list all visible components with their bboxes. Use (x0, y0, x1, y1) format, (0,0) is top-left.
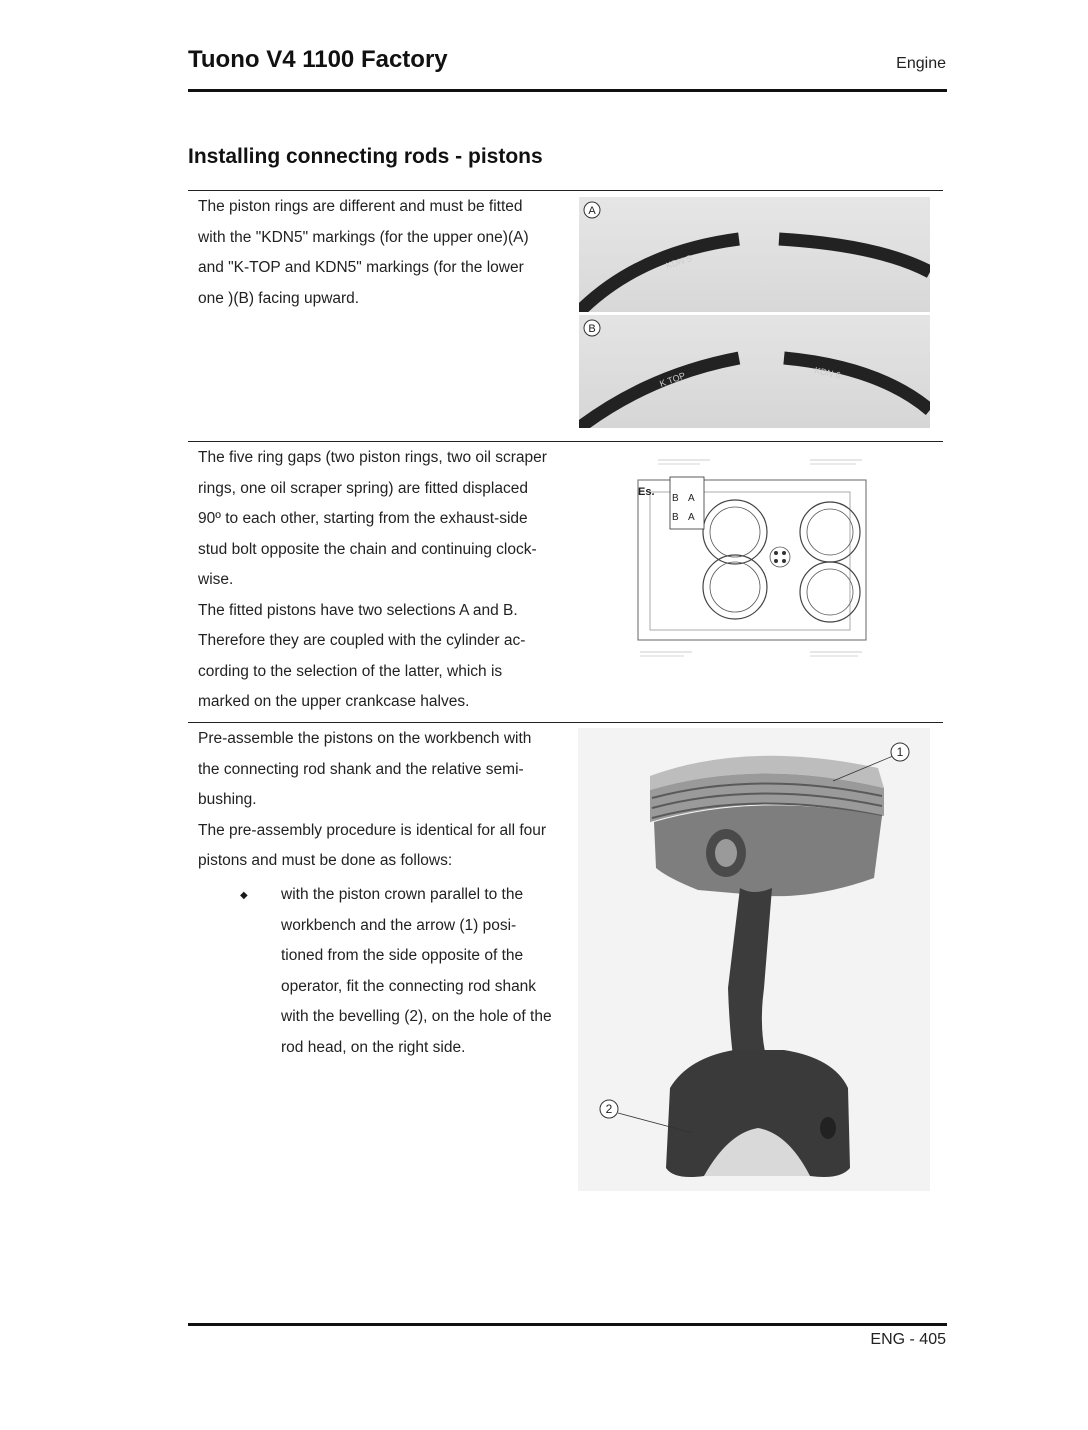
text-line: pistons and must be done as follows: (198, 852, 453, 869)
selection-a-label: A (688, 512, 695, 523)
crankcase-drawing (630, 452, 875, 670)
page-number: ENG - 405 (870, 1331, 946, 1348)
bullet-text (281, 880, 571, 1063)
text-line: with the bevelling (2), on the hole of the (281, 1008, 552, 1025)
piston-rod-drawing (578, 728, 930, 1191)
text-line: The fitted pistons have two selections A and B. (198, 601, 518, 619)
text-line: wise. (198, 571, 234, 588)
bullet-diamond: ◆ (240, 890, 248, 901)
text-line: rod head, on the right side. (281, 1038, 466, 1056)
callout-2: 2 (605, 1102, 613, 1116)
row-divider (188, 190, 943, 191)
ring-a-photo (579, 197, 930, 312)
text-line: 90º to each other, starting from the exhaust-side (198, 510, 528, 527)
label-b: B (588, 323, 596, 335)
text-line: The piston rings are different and must be fitted (198, 198, 523, 215)
text-line: Pre-assemble the pistons on the workbench with (198, 730, 532, 747)
text-line: cording to the selection of the latter, which is (198, 662, 503, 680)
text-line: The five ring gaps (two piston rings, two oil scraper (198, 449, 547, 466)
text-line: with the "KDN5" markings (for the upper one)(A) (198, 228, 529, 246)
row2-text (198, 443, 568, 718)
header-divider (188, 89, 947, 92)
chapter-name: Engine (896, 55, 946, 72)
text-line: The pre-assembly procedure is identical for all four (198, 821, 547, 839)
example-label: Es. (638, 486, 655, 498)
text-line: bushing. (198, 791, 257, 808)
row-divider (188, 441, 943, 442)
text-line: with the piston crown parallel to the (281, 886, 524, 903)
selection-a-label: A (688, 493, 695, 504)
label-a: A (588, 205, 596, 217)
manual-title: Tuono V4 1100 Factory (188, 46, 448, 73)
ring-marking: KDN 5 (664, 253, 693, 271)
piston-rod-image (578, 728, 930, 1191)
text-line: marked on the upper crankcase halves. (198, 693, 470, 710)
selection-b-label: B (672, 512, 679, 523)
text-line: tioned from the side opposite of the (281, 947, 524, 964)
ring-b-image (579, 315, 930, 428)
row1-text (198, 192, 568, 314)
text-line: the connecting rod shank and the relative semi- (198, 760, 524, 778)
callout-1: 1 (896, 745, 904, 759)
crankcase-diagram (630, 452, 875, 670)
footer-divider (188, 1323, 947, 1326)
row-divider (188, 722, 943, 723)
ring-b-photo (579, 315, 930, 428)
selection-b-label: B (672, 493, 679, 504)
text-line: rings, one oil scraper spring) are fitted displaced (198, 479, 528, 497)
ring-a-image (579, 197, 930, 312)
text-line: workbench and the arrow (1) posi- (281, 916, 517, 934)
ring-marking: KDN 6 (813, 365, 842, 381)
ring-marking: K TOP (658, 370, 687, 389)
text-line: Therefore they are coupled with the cylinder ac- (198, 632, 526, 649)
text-line: stud bolt opposite the chain and continuing clock- (198, 540, 537, 558)
text-line: and "K-TOP and KDN5" markings (for the lower (198, 259, 524, 276)
section-title: Installing connecting rods - pistons (188, 145, 543, 168)
row3-text (198, 724, 568, 877)
text-line: one )(B) facing upward. (198, 289, 360, 307)
text-line: operator, fit the connecting rod shank (281, 977, 537, 995)
